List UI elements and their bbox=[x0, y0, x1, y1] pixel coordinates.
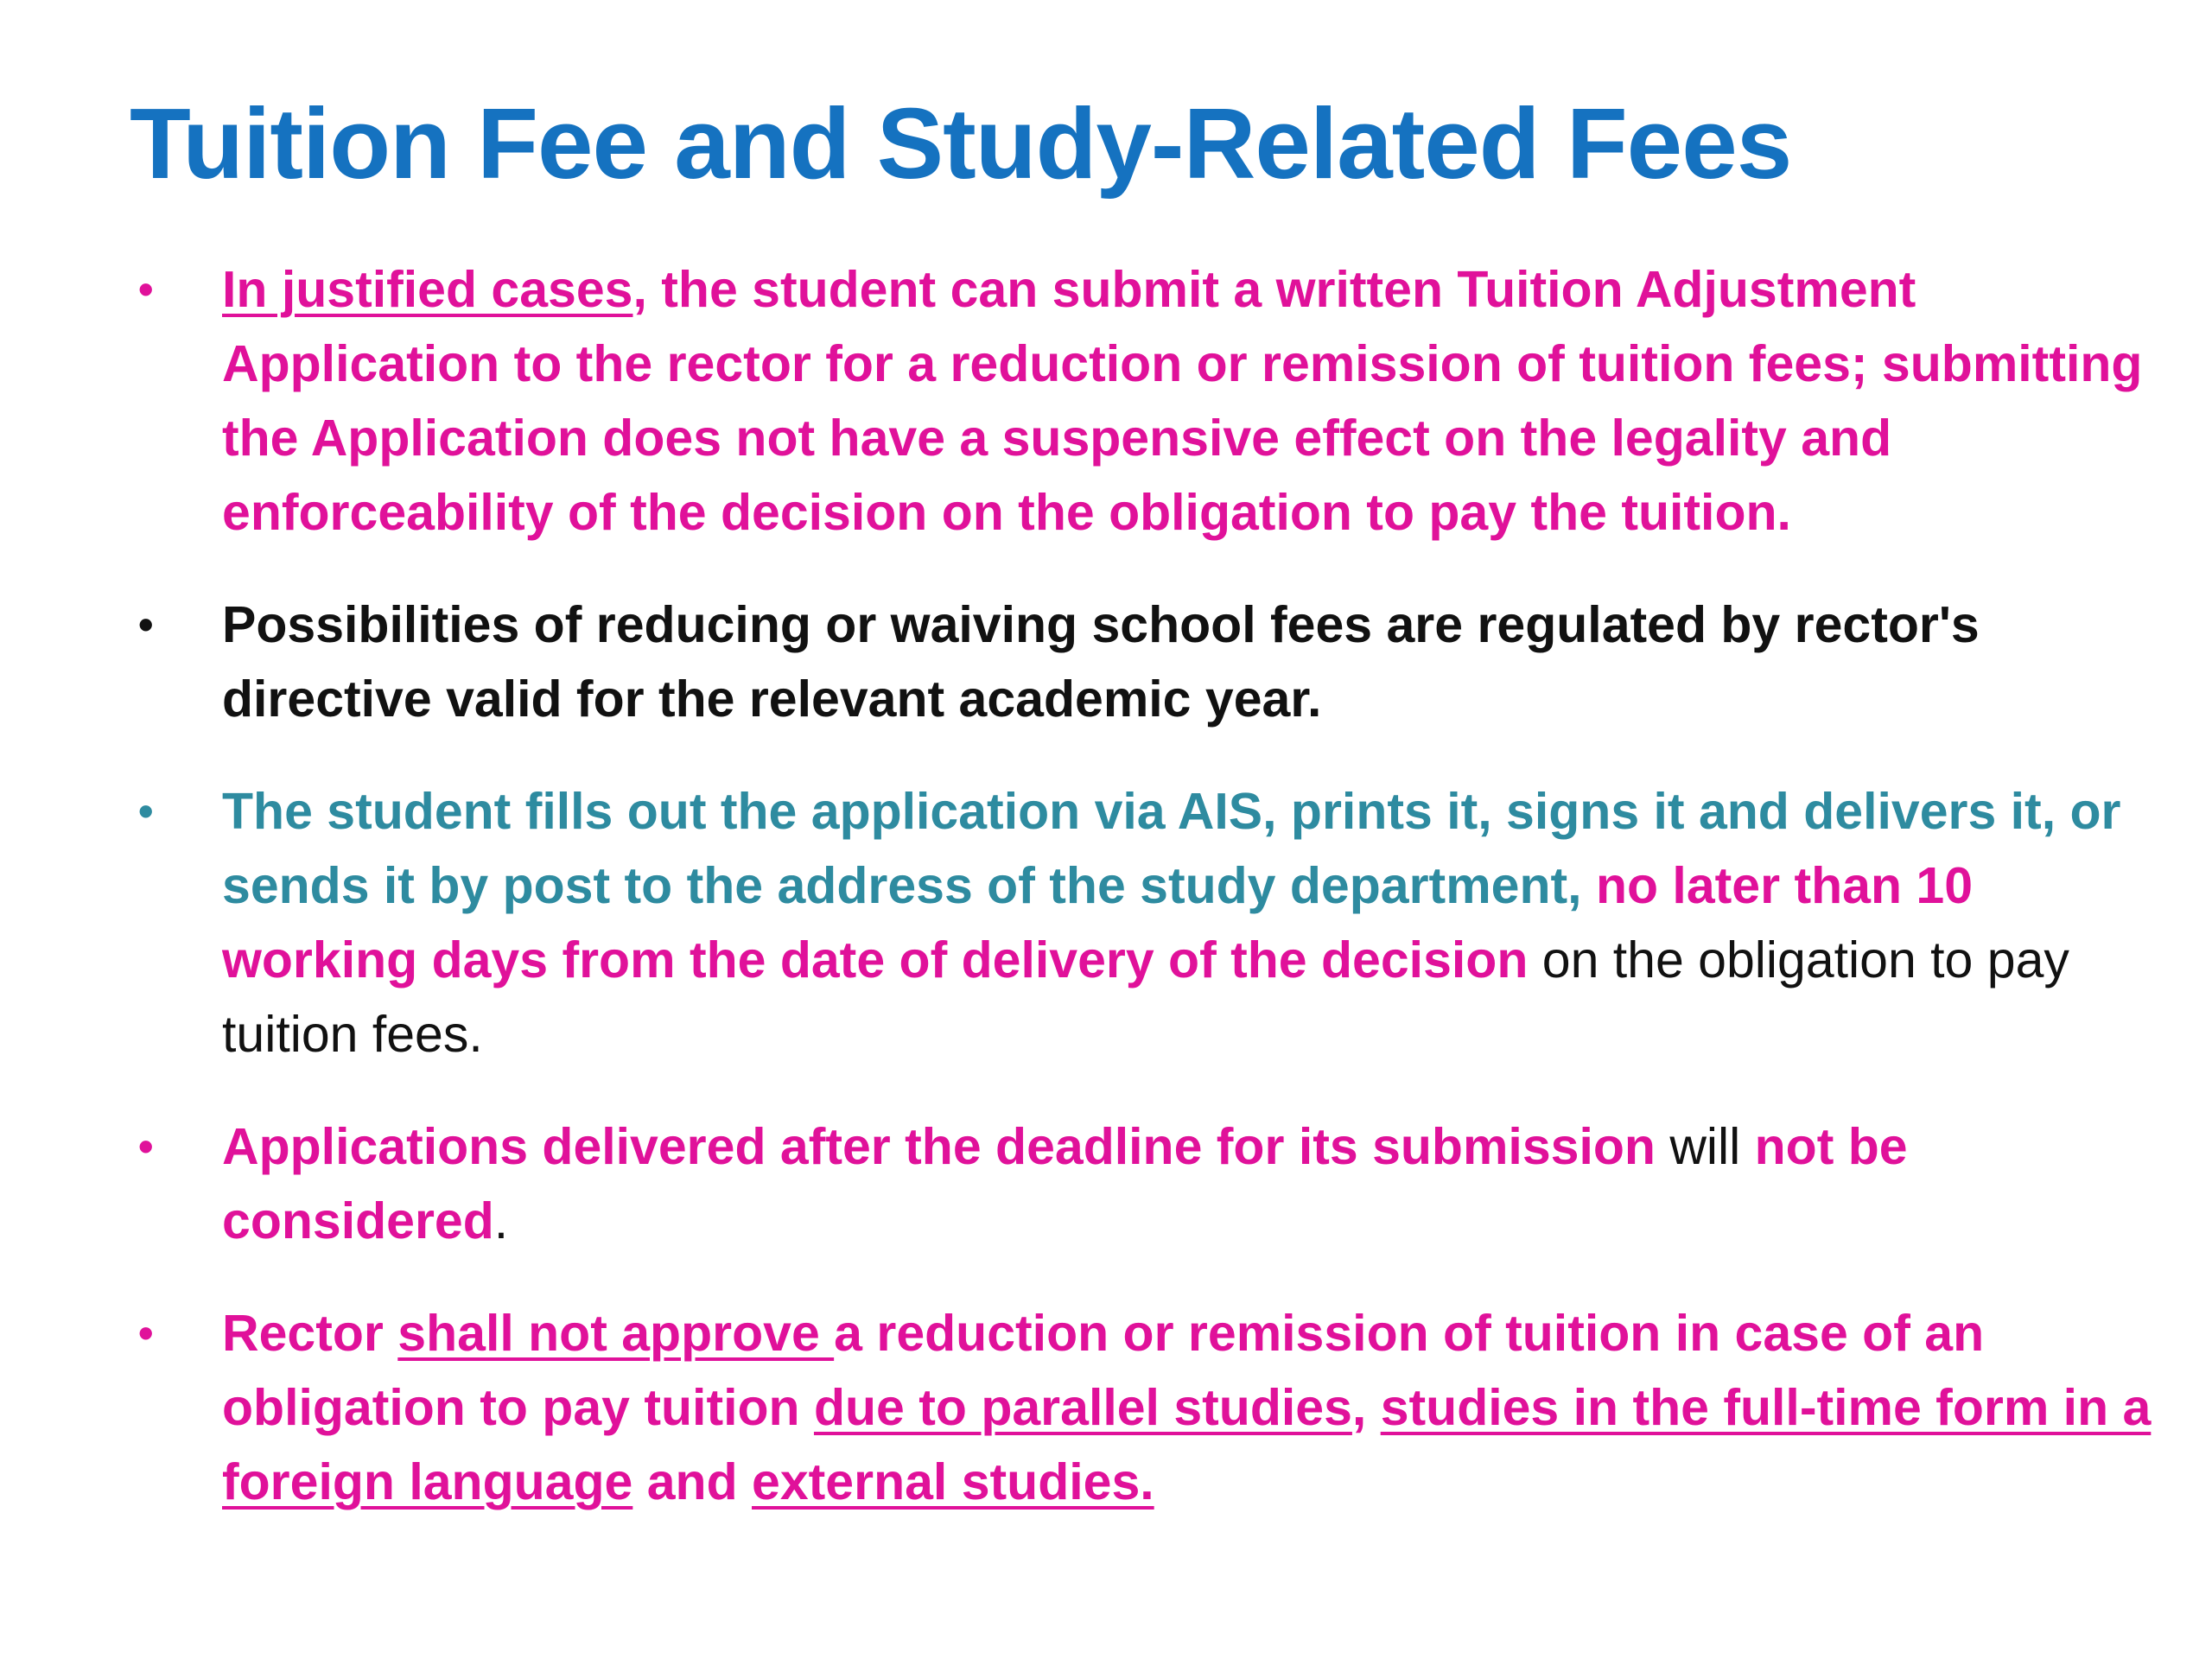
text-span: , the student can submit a written Tuition Adjustment Application to the rector for a reduction or remission of tuition fees; submitting the Application does not have a suspensive effect on the legality and enforceability of the decision on the obligation to pay the tuition. bbox=[222, 261, 2143, 541]
text-span: Possibilities of reducing or waiving school fees are regulated by rector's directive valid for the relevant academic year. bbox=[222, 596, 1980, 728]
text-span: Rector bbox=[222, 1305, 398, 1362]
text-span: on the obligation to pay tuition fees. bbox=[222, 931, 2069, 1063]
text-span: due to parallel studies bbox=[813, 1379, 1352, 1436]
bullet-item-not-approved bbox=[130, 1296, 2169, 1519]
bullet-item-justified-cases bbox=[130, 252, 2169, 550]
text-span: a reduction or remission of tuition in case of an obligation to pay tuition bbox=[222, 1305, 1985, 1436]
text-span: Applications delivered after the deadline for its submission bbox=[222, 1118, 1656, 1175]
text-span: will bbox=[1655, 1118, 1755, 1175]
text-span: In justified cases bbox=[222, 261, 633, 318]
bullet-item-application-delivery bbox=[130, 774, 2169, 1071]
bullet-marker: • bbox=[138, 601, 154, 649]
text-span: The student fills out the application via AIS, prints it, signs it and delivers it, or sends it by post to the address of the study department, bbox=[222, 783, 2121, 914]
bullet-marker: • bbox=[138, 1122, 154, 1171]
text-span: . bbox=[493, 1192, 509, 1249]
text-span: shall not approve bbox=[397, 1305, 835, 1362]
bullet-item-late-applications bbox=[130, 1109, 2169, 1258]
text-span: not be considered bbox=[222, 1118, 1908, 1249]
bullet-item-rector-directive bbox=[130, 588, 2169, 736]
text-span: external studies. bbox=[752, 1453, 1154, 1510]
bullet-marker: • bbox=[138, 787, 154, 836]
bullet-marker: • bbox=[138, 1309, 154, 1357]
text-span: no later than 10 working days from the date of delivery of the decision bbox=[222, 857, 1974, 988]
text-span: and bbox=[632, 1453, 753, 1510]
text-span: studies in the full-time form in a foreign language bbox=[222, 1379, 2152, 1510]
slide-title: Tuition Fee and Study-Related Fees bbox=[130, 87, 1792, 200]
bullet-marker: • bbox=[138, 265, 154, 314]
bullet-list bbox=[130, 252, 2169, 1557]
text-span: , bbox=[1351, 1379, 1381, 1436]
